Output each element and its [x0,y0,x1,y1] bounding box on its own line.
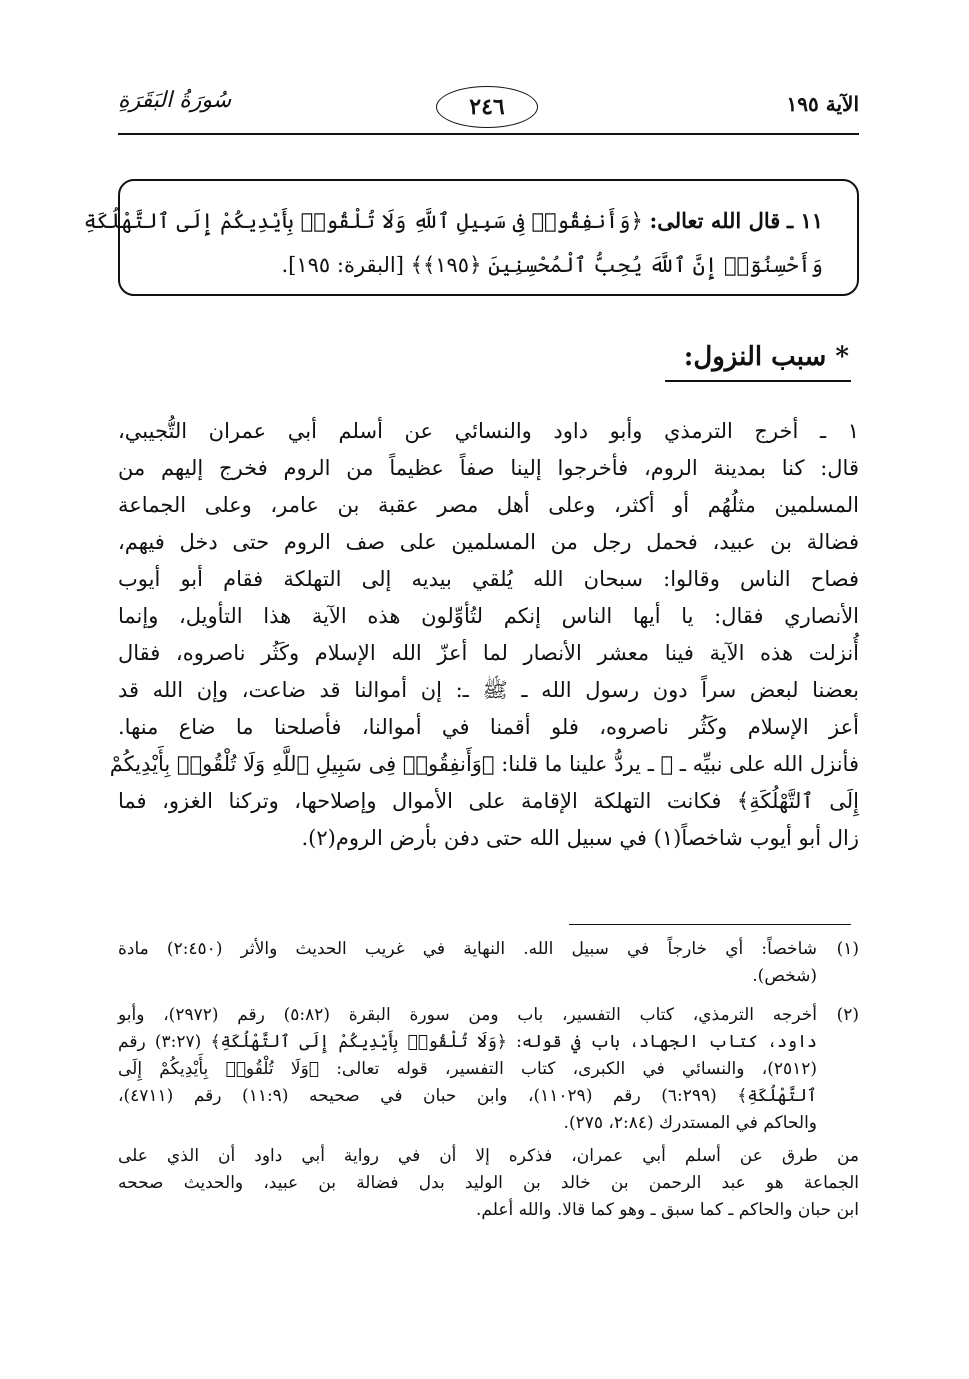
body-line: أعز الإسلام وكَثُر ناصروه، فلو أقمنا في أموالنا، فأصلحنا ما ضاع منها. [118,715,859,739]
verse-quran-text: وَأَحْسِنُوٓا۟ إِنَّ ٱللَّهَ يُحِبُّ ٱلْمُحْسِنِينَ ﴿١٩٥﴾﴾ [410,253,823,277]
footnote-line: أخرجه الترمذي، كتاب التفسير، باب ومن سورة البقرة (٥:٨٢) رقم (٢٩٧٢)، وأبو [118,1005,817,1025]
footnote-line: شاخصاً: أي خارجاً في سبيل الله. النهاية في غريب الحديث والأثر (٢:٤٥٠) مادة [118,939,817,959]
section-title-underline [665,380,851,382]
body-line: بعضنا لبعض سراً دون رسول الله ـ ﷺ ـ: إن أموالنا قد ضاعت، وإن الله قد [118,678,859,702]
verse-reference: [البقرة: ١٩٥]. [281,253,404,277]
verse-intro: قال الله تعالى: [649,208,781,233]
verse-line-1 [83,199,823,243]
body-text [109,413,859,857]
body-line: فصاح الناس وقالوا: سبحان الله يُلقي بيديه إلى التهلكة فقام أبو أيوب [118,567,859,591]
footnote-line: (٢٥١٢)، والنسائي في الكبرى، كتاب التفسير، قوله تعالى: ﴿وَلَا تُلْقُوا۟ بِأَيْدِيكُمْ إِلَى [118,1059,817,1079]
body-line: زال أبو أيوب شاخصاً(١) في سبيل الله حتى دفن بأرض الروم(٢). [301,826,859,850]
footnote-number: (١) [836,939,859,959]
body-line: أُنزلت هذه الآية فينا معشر الأنصار لما أعزّ الله الإسلام وكَثُر ناصروه، فقال [118,641,859,665]
footnote-note-line: الجماعة هو عبد الرحمن بن خالد بن الوليد بدل فضالة بن عبيد، والحديث صححه [118,1173,859,1193]
body-line: إِلَى ٱلتَّهْلُكَةِ﴾ فكانت التهلكة الإقامة على الأموال وإصلاحها، وتركنا الغزو، فما [118,789,859,813]
footnote-2 [118,1002,859,1224]
footnote-note-line: من طرق عن أسلم أبي عمران، فذكره إلا أن في رواية أبي داود أن الذي على [118,1146,859,1166]
surah-name: سُورَةُ البَقَرَةِ [118,88,232,113]
verse-number: ١١ ـ [786,208,823,233]
footnote-line: ٱلتَّهْلُكَةِ﴾ (٦:٢٩٩) رقم (١١٠٢٩)، وابن حبان في صحيحه (١١:٩) رقم (٤٧١١)، [118,1086,817,1106]
footnote-line: داود، كتاب الجهاد، باب في قوله: ﴿وَلَا تُلْقُوا۟ بِأَيْدِيكُمْ إِلَى ٱلتَّهْلُكَةِ﴾ (٣:٢٧) رقم [118,1032,817,1052]
footnote-divider [569,924,851,925]
verse-line-2 [140,243,823,287]
body-line: الأنصاري فقال: يا أيها الناس إنكم لتُأوِّلون هذه الآية هذا التأويل، وإنما [118,604,859,628]
body-line: المسلمين مثلُهُم أو أكثر، وعلى أهل مصر عقبة بن عامر، وعلى الجماعة [118,493,859,517]
body-line: قال: كنا بمدينة الروم، فأخرجوا إلينا صفاً عظيماً من الروم فخرج إليهم من [118,456,859,480]
footnotes [118,936,859,1236]
footnote-1 [118,936,859,990]
footnote-note-line: ابن حبان والحاكم ـ كما سبق ـ وهو كما قالا. والله أعلم. [476,1200,859,1220]
verse-quran-text: ﴿وَأَنفِقُوا۟ فِى سَبِيلِ ٱللَّهِ وَلَا تُلْقُوا۟ بِأَيْدِيكُمْ إِلَى ٱلتَّهْلُكَةِ [83,209,643,233]
footnote-line: (شخص). [752,966,817,986]
section-title: * سبب النزول: [683,342,849,372]
body-line: فضالة بن عبيد، فحمل رجل من المسلمين على صف الروم حتى دخل فيهم، [118,530,859,554]
footnote-line: والحاكم في المستدرك (٢:٨٤، ٢٧٥). [563,1113,817,1133]
verse-box [83,179,859,296]
body-line: فأنزل الله على نبيِّه ـ ﷺ ـ يردُّ علينا ما قلنا: ﴿وَأَنفِقُوا۟ فِى سَبِيلِ ٱللَّهِ وَلَا تُلْقُوا۟ بِأَيْدِيكُمْ [109,752,859,776]
footnote-number: (٢) [836,1005,859,1025]
page-number: ٢٤٦ [436,86,538,128]
header-divider [118,133,859,135]
body-line: ١ ـ أخرج الترمذي وأبو داود والنسائي عن أسلم أبي عمران التُّجيبي، [118,419,859,443]
page-header [118,86,859,136]
footnote-note [118,1143,859,1224]
ayah-label: الآية ١٩٥ [786,92,859,116]
